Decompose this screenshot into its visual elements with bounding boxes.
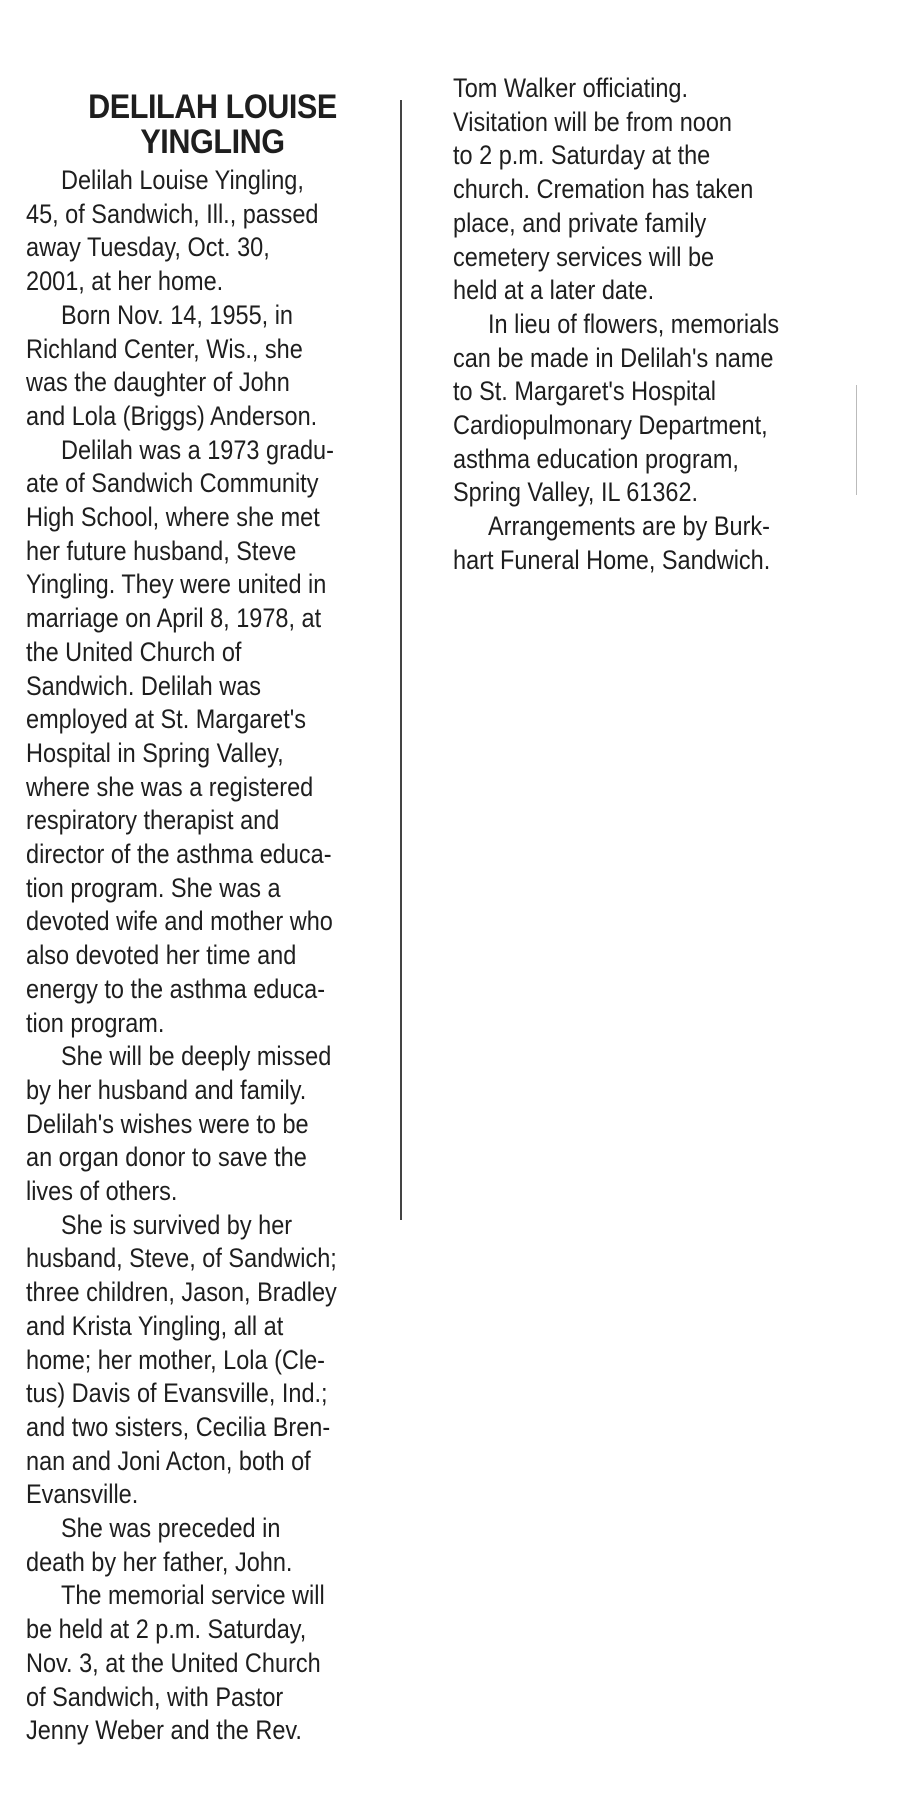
edge-mark (856, 385, 857, 495)
text-line: to 2 p.m. Saturday at the (453, 140, 711, 171)
text-line: also devoted her time and (26, 940, 297, 971)
text-line: tus) Davis of Evansville, Ind.; (26, 1378, 328, 1409)
text-line: She is survived by her (61, 1209, 293, 1240)
text-line: home; her mother, Lola (Cle- (26, 1344, 325, 1375)
column-divider (400, 100, 402, 1220)
text-line: husband, Steve, of Sandwich; (26, 1243, 337, 1274)
text-line: cemetery services will be (453, 241, 715, 272)
text-line: devoted wife and mother who (26, 906, 333, 937)
text-line: energy to the asthma educa- (26, 973, 326, 1004)
text-line: hart Funeral Home, Sandwich. (453, 544, 771, 575)
text-line: where she was a registered (26, 771, 314, 802)
text-line: place, and private family (453, 207, 707, 238)
text-line: Richland Center, Wis., she (26, 333, 303, 364)
text-line: Sandwich. Delilah was (26, 670, 262, 701)
text-line: lives of others. (26, 1176, 178, 1206)
text-line: was the daughter of John (26, 367, 290, 398)
text-line: 2001, at her home. (26, 266, 224, 297)
text-line: Nov. 3, at the United Church (26, 1647, 321, 1678)
text-line: ate of Sandwich Community (26, 468, 319, 499)
text-line: to St. Margaret's Hospital (453, 376, 716, 407)
text-line: respiratory therapist and (26, 805, 280, 836)
text-line: held at a later date. (453, 275, 655, 306)
text-line: her future husband, Steve (26, 535, 297, 566)
text-line: nan and Joni Acton, both of (26, 1445, 311, 1476)
text-line: be held at 2 p.m. Saturday, (26, 1614, 307, 1645)
text-line: Born Nov. 14, 1955, in (61, 299, 294, 330)
text-line: marriage on April 8, 1978, at (26, 603, 322, 634)
text-line: In lieu of flowers, memorials (488, 308, 780, 339)
text-line: Delilah's wishes were to be (26, 1108, 309, 1139)
text-line: and Krista Yingling, all at (26, 1310, 284, 1341)
text-line: The memorial service will (61, 1580, 325, 1611)
text-line: director of the asthma educa- (26, 839, 332, 869)
text-line: an organ donor to save the (26, 1142, 307, 1173)
obituary-title-line-2: YINGLING (140, 123, 285, 161)
text-line: Yingling. They were united in (26, 569, 327, 600)
text-line: Jenny Weber and the Rev. (26, 1715, 302, 1746)
text-line: away Tuesday, Oct. 30, (26, 232, 270, 263)
text-line: She will be deeply missed (61, 1041, 332, 1072)
text-line: Spring Valley, IL 61362. (453, 477, 699, 508)
text-line: Cardiopulmonary Department, (453, 410, 768, 440)
text-line: church. Cremation has taken (453, 174, 754, 205)
text-line: employed at St. Margaret's (26, 704, 306, 735)
text-line: of Sandwich, with Pastor (26, 1681, 284, 1712)
text-line: by her husband and family. (26, 1074, 307, 1105)
text-line: three children, Jason, Bradley (26, 1277, 337, 1308)
obituary-title-line-1: DELILAH LOUISE (88, 88, 337, 126)
text-line: High School, where she met (26, 502, 320, 532)
text-line: can be made in Delilah's name (453, 342, 774, 373)
text-line: She was preceded in (61, 1513, 281, 1543)
text-line: the United Church of (26, 636, 242, 667)
text-line: tion program. She was a (26, 872, 281, 903)
text-line: Hospital in Spring Valley, (26, 737, 284, 768)
text-line: tion program. (26, 1007, 165, 1038)
text-line: Evansville. (26, 1479, 139, 1510)
text-line: Arrangements are by Burk- (488, 511, 771, 542)
text-line: Delilah Louise Yingling, (61, 165, 304, 195)
text-line: Tom Walker officiating. (453, 73, 688, 103)
text-line: death by her father, John. (26, 1546, 293, 1577)
text-line: asthma education program, (453, 443, 739, 474)
text-line: 45, of Sandwich, Ill., passed (26, 198, 319, 229)
text-line: Delilah was a 1973 gradu- (61, 434, 334, 465)
text-line: and Lola (Briggs) Anderson. (26, 400, 318, 431)
text-line: Visitation will be from noon (453, 106, 732, 137)
text-line: and two sisters, Cecilia Bren- (26, 1411, 331, 1442)
